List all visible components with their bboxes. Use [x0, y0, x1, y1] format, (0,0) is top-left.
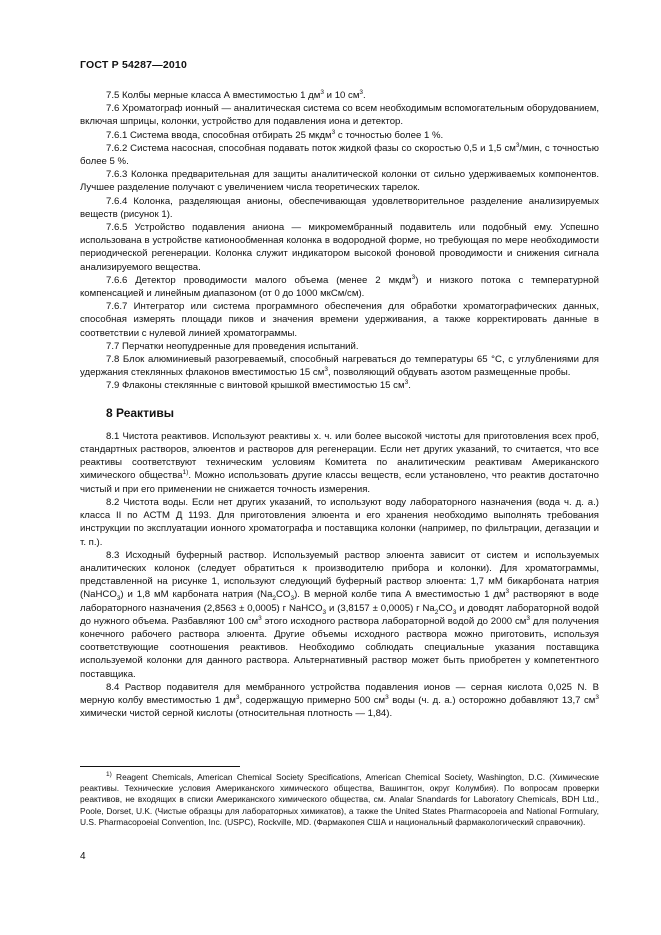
paragraph-7-6-2: 7.6.2 Система насосная, способная подавать поток жидкой фазы со скоростью 0,5 и 1,5 $см^3$/мин, с точностью более 5 %.: [80, 141, 599, 168]
paragraph-8-3: 8.3 Исходный буферный раствор. Используемый раствор элюента зависит от систем и используемых аналитических колонок (следует обратиться к производителю прибора и колонки). Для хроматограммы, представленной на рисунке 1, используют следующий буферный раствор элюента: 1,7 мМ бикарбоната натрия (NaHCO$_3$) и 1,8 мМ карбоната натрия $(Na_2CO_3)$. В мерной колбе типа А вместимостью 1 $дм^3$ растворяют в воде лабораторного назначения (2,8563 ± 0,0005) г NaHCO$_3$ и (3,8157 ± 0,0005) г $Na_2CO_3$ и доводят лабораторной водой до нужного объема. Разбавляют 100 $см^3$ этого исходного раствора лабораторной водой до 2000 $см^3$ для получения конечного рабочего раствора элюента. Другие объемы исходного раствора можно приготовить, используя соответствующие соотношения реактивов. Необходимо соблюдать специальные указания поставщика используемой колонки для данного раствора. Альтернативный раствор может быть приобретен у компетентного поставщика.: [80, 549, 600, 680]
paragraph-7-7: 7.7 Перчатки неопудренные для проведения испытаний.: [106, 340, 359, 352]
footnote-marker: 1): [106, 771, 112, 779]
paragraph-7-6-5: 7.6.5 Устройство подавления аниона — микромембранный подавитель или подобный ему. Успешно использована в устройстве катионообменная колонка в водородной форме, но требующая по мере необходимости периодической регенерации. Колонка служит индикатором высокой фоновой проводимости и снижения сигнала анализируемого вещества.: [80, 222, 599, 273]
paragraph-7-8: 7.8 Блок алюминиевый разогреваемый, способный нагреваться до температуры 65 °С, с углублениями для удержания стеклянных флаконов вместимостью 15 $см^3$, позволяющий обдувать азотом размещенные пробы.: [80, 354, 599, 379]
paragraph-7-6-4: 7.6.4 Колонка, разделяющая анионы, обеспечивающая удовлетворительное разделение анализируемых веществ (рисунок 1).: [80, 195, 599, 220]
document-body: [80, 89, 599, 720]
footnote-ref: 1): [182, 469, 189, 477]
page-number: 4: [80, 851, 86, 862]
footnote: [80, 772, 599, 828]
paragraph-8-2: 8.2 Чистота воды. Если нет других указаний, то используют воду лабораторного назначения (вода ч. д. а.) класса II по АСТМ Д 1193. Для приготовления элюента и его хранения необходимо выполнять требования инструкции по эксплуатации ионного хроматографа и поставщика колонки (например, по фильтрации, дегазации и т. п.).: [80, 496, 599, 548]
paragraph-7-6-1: 7.6.1 Система ввода, способная отбирать 25 мкдм$^3$ с точностью более 1 %.: [106, 128, 444, 141]
paragraph-7-9: 7.9 Флаконы стеклянные с винтовой крышкой вместимостью 15 $см^3$.: [106, 379, 411, 392]
page-header: ГОСТ Р 54287—2010: [80, 59, 188, 71]
paragraph-8-4: 8.4 Раствор подавителя для мембранного устройства подавления ионов — серная кислота 0,025 N. В мерную колбу вместимостью 1 $дм^3$, содержащую примерно 500 $см^3$ воды (ч. д. а.) осторожно добавляют 13,7 $см^3$ химически чистой серной кислоты (относительная плотность — 1,84).: [80, 681, 599, 720]
paragraph-7-6-6: 7.6.6 Детектор проводимости малого объема (менее 2 мкдм$^3$) и низкого потока с температурной компенсацией и линейным диапазоном (от 0 до 1000 мкСм/см).: [80, 273, 599, 300]
paragraph-7-6: 7.6 Хроматограф ионный — аналитическая система со всем необходимым вспомогательным оборудованием, включая шприцы, колонки, устройство для подавления иона и детектор.: [80, 103, 599, 128]
footnote-text: Reagent Chemicals, American Chemical Society Specifications, American Chemical Society, Washington, D.C. (Химические реактивы. Технические условия Американского химического общества, Вашингтон, округ Колумбия). По вопросам проверки реактивов, не входящих в списки Американского химического общества, см. Analar Snandards for Laboratory Chemicals, BDH Ltd., Poole, Dorset, U.K. (Чистые образцы для лабораторных химикатов), а также the United States Pharmacopoeia and National Formulary, U.S. Pharmacopoeial Convention, Inc. (USPC), Rockville, MD. (Фармакопея США и национальный фармакологический справочник).: [80, 772, 599, 827]
footnote-divider: [80, 766, 240, 767]
paragraph-7-6-3: 7.6.3 Колонка предварительная для защиты аналитической колонки от сильно удерживаемых компонентов. Лучшее разделение получают с увеличением числа теоретических тарелок.: [80, 169, 599, 194]
section-8-heading: 8 Реактивы: [106, 405, 174, 420]
paragraph-7-5: 7.5 Колбы мерные класса А вместимостью 1 $дм^3$ и 10 $см^3$.: [106, 88, 366, 101]
paragraph-7-6-7: 7.6.7 Интегратор или система программного обеспечения для обработки хроматографических данных, способная измерять площади пиков и значения времени удерживания, а также корректировать данные в соответствии с нулевой линией хроматограммы.: [80, 301, 599, 339]
paragraph-8-1: 8.1 Чистота реактивов. Используют реактивы х. ч. или более высокой чистоты для приготовления всех проб, стандартных растворов, элюентов и растворов для регенерации. Если нет других указаний, то считается, что все реактивы соответствуют техническим условиям Комитета по аналитическим реактивам Американского химического общества$^{1)}$. Можно использовать другие классы веществ, если установлено, что реактив достаточно чистый и при его применении не снижается точность измерения.: [80, 430, 599, 495]
